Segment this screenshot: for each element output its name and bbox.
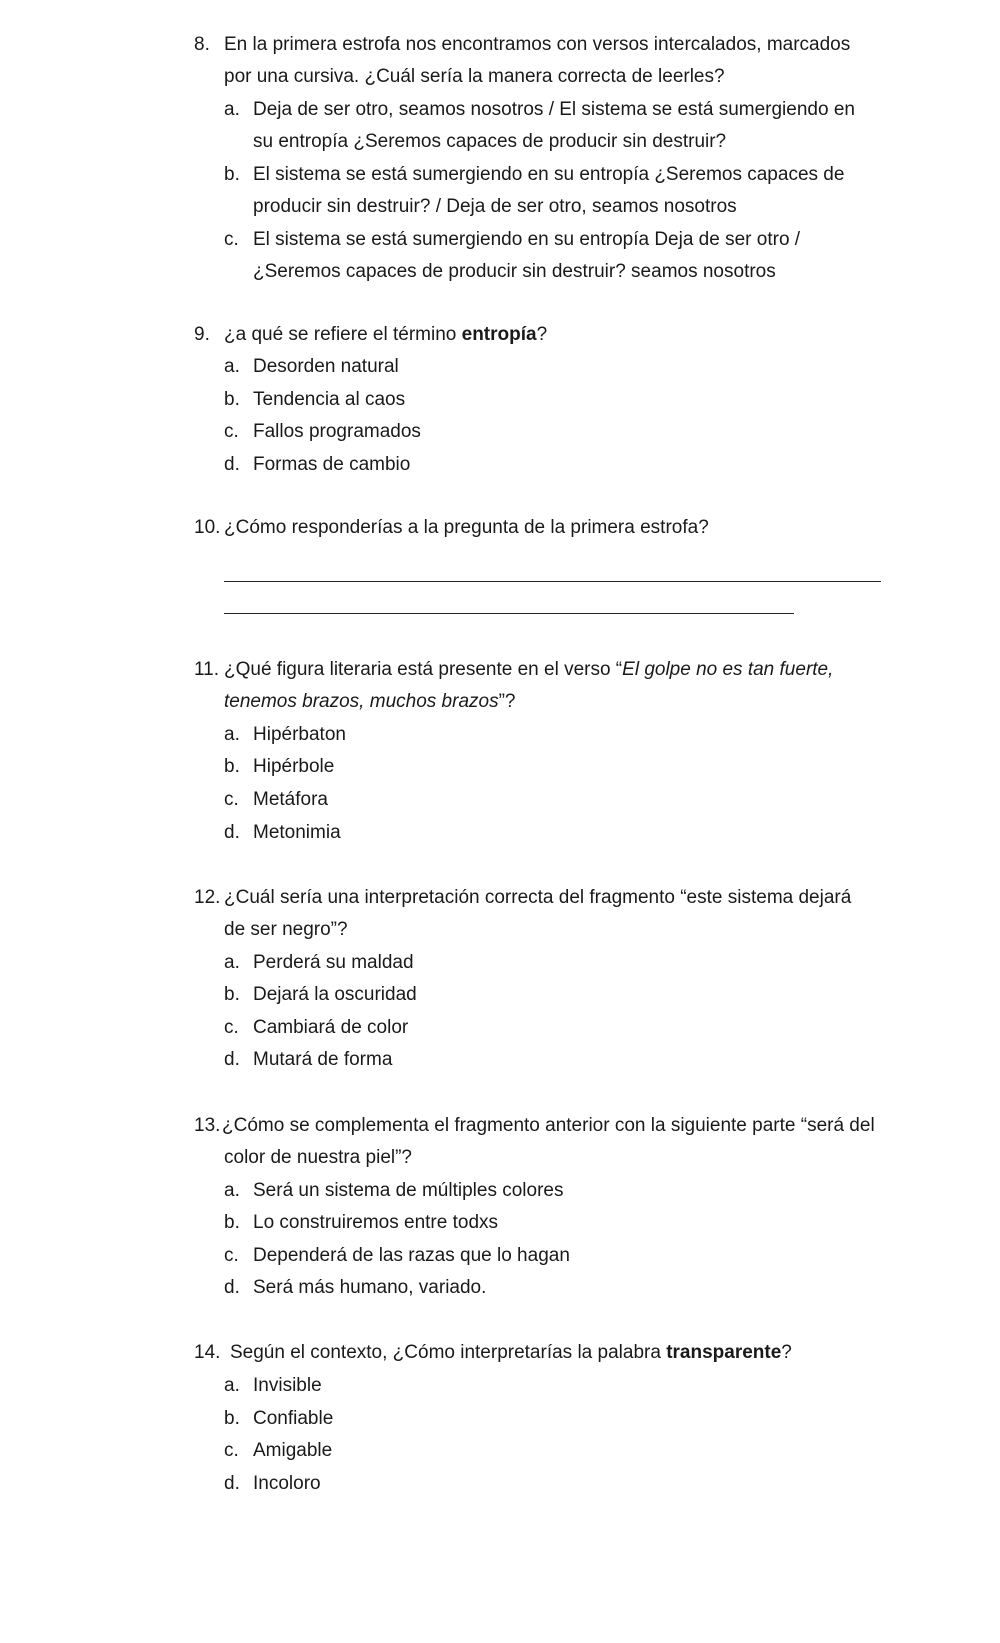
option-text: Hipérbaton — [253, 724, 346, 745]
question-text: por una cursiva. ¿Cuál sería la manera correcta de leerles? — [224, 66, 725, 87]
question-number: 9. — [194, 324, 210, 345]
question-text: Según el contexto, ¿Cómo interpretarías la palabra transparente? — [230, 1342, 792, 1363]
option-text: El sistema se está sumergiendo en su entropía Deja de ser otro / — [253, 229, 801, 250]
option-letter: b. — [224, 164, 240, 185]
option-letter: c. — [224, 789, 239, 810]
option-text: Mutará de forma — [253, 1049, 393, 1070]
option-letter: a. — [224, 99, 240, 120]
option-letter: a. — [224, 1375, 240, 1396]
option-text: Formas de cambio — [253, 454, 411, 475]
option-text: El sistema se está sumergiendo en su entropía ¿Seremos capaces de — [253, 164, 845, 185]
option-text: Será más humano, variado. — [253, 1277, 487, 1298]
option-letter: b. — [224, 756, 240, 777]
option-text: Dependerá de las razas que lo hagan — [253, 1245, 570, 1266]
question-text: ¿Cuál sería una interpretación correcta del fragmento “este sistema dejará — [224, 887, 852, 908]
question-text: ¿Cómo responderías a la pregunta de la primera estrofa? — [224, 517, 709, 538]
option-text: Hipérbole — [253, 756, 335, 777]
option-text: Metáfora — [253, 789, 328, 810]
option-letter: c. — [224, 1245, 239, 1266]
answer-line-2[interactable] — [224, 613, 794, 614]
question-number: 11. — [194, 659, 220, 680]
option-text: ¿Seremos capaces de producir sin destruir? seamos nosotros — [253, 261, 776, 282]
question-text: color de nuestra piel”? — [224, 1147, 412, 1168]
option-text: Fallos programados — [253, 421, 421, 442]
question-number: 13. — [194, 1115, 221, 1136]
question-text: tenemos brazos, muchos brazos”? — [224, 691, 516, 712]
question-text: ¿Qué figura literaria está presente en el verso “El golpe no es tan fuerte, — [224, 659, 834, 680]
option-letter: b. — [224, 1408, 240, 1429]
option-text: Perderá su maldad — [253, 952, 414, 973]
option-text: Lo construiremos entre todxs — [253, 1212, 499, 1233]
option-text: Incoloro — [253, 1473, 321, 1494]
question-text: de ser negro”? — [224, 919, 348, 940]
option-letter: d. — [224, 1473, 240, 1494]
option-text: Metonimia — [253, 822, 341, 843]
option-letter: c. — [224, 1440, 239, 1461]
bold-term: entropía — [461, 324, 537, 345]
option-text: Dejará la oscuridad — [253, 984, 417, 1005]
option-text: Invisible — [253, 1375, 322, 1396]
option-text: producir sin destruir? / Deja de ser otro, seamos nosotros — [253, 196, 737, 217]
option-letter: d. — [224, 1277, 240, 1298]
answer-line-1[interactable] — [224, 581, 881, 582]
option-text: Tendencia al caos — [253, 389, 406, 410]
option-letter: c. — [224, 229, 239, 250]
option-letter: b. — [224, 1212, 240, 1233]
option-letter: a. — [224, 724, 240, 745]
option-letter: a. — [224, 952, 240, 973]
option-letter: c. — [224, 1017, 239, 1038]
question-text: En la primera estrofa nos encontramos con versos intercalados, marcados — [224, 34, 851, 55]
option-text: Será un sistema de múltiples colores — [253, 1180, 564, 1201]
question-number: 12. — [194, 887, 221, 908]
option-text: Cambiará de color — [253, 1017, 409, 1038]
option-letter: a. — [224, 1180, 240, 1201]
option-letter: b. — [224, 984, 240, 1005]
question-number: 10. — [194, 517, 221, 538]
option-letter: b. — [224, 389, 240, 410]
option-letter: d. — [224, 1049, 240, 1070]
quoted-verse: El golpe no es tan fuerte, — [622, 659, 834, 680]
option-text: su entropía ¿Seremos capaces de producir sin destruir? — [253, 131, 727, 152]
bold-term: transparente — [666, 1342, 782, 1363]
option-text: Amigable — [253, 1440, 333, 1461]
question-number: 14. — [194, 1342, 221, 1363]
question-number: 8. — [194, 34, 210, 55]
option-letter: d. — [224, 822, 240, 843]
option-letter: d. — [224, 454, 240, 475]
option-text: Desorden natural — [253, 356, 399, 377]
option-letter: c. — [224, 421, 239, 442]
option-letter: a. — [224, 356, 240, 377]
question-text: ¿a qué se refiere el término entropía? — [224, 324, 548, 345]
quoted-verse: tenemos brazos, muchos brazos — [224, 691, 499, 712]
option-text: Deja de ser otro, seamos nosotros / El sistema se está sumergiendo en — [253, 99, 855, 120]
option-text: Confiable — [253, 1408, 334, 1429]
question-text: ¿Cómo se complementa el fragmento anterior con la siguiente parte “será del — [222, 1115, 875, 1136]
